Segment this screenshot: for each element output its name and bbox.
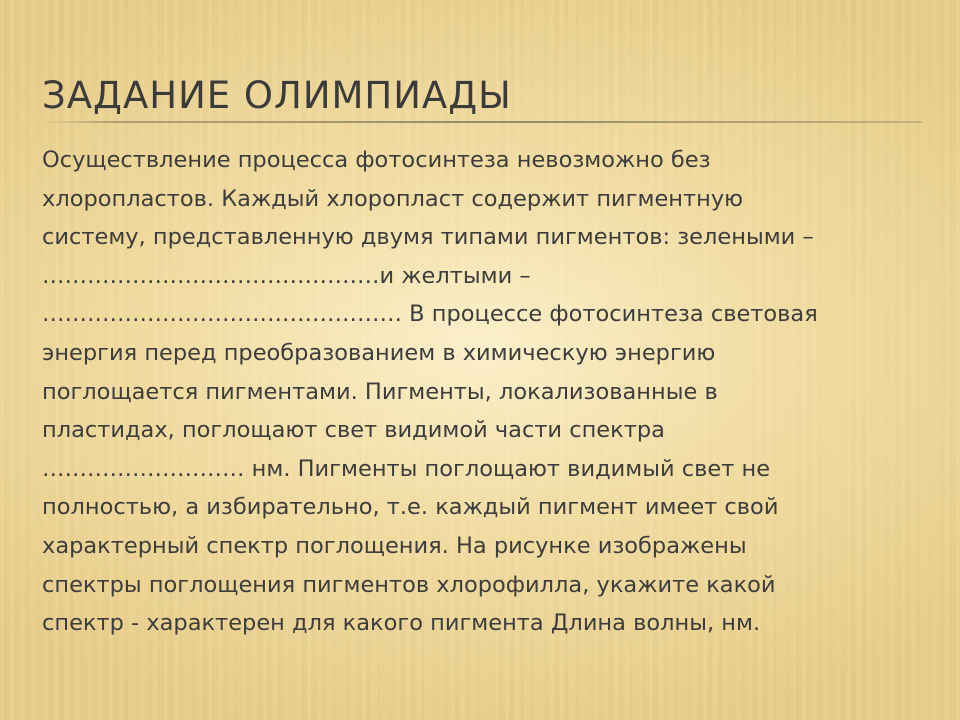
- body-line: хлоропластов. Каждый хлоропласт содержит пигментную: [42, 185, 744, 212]
- slide-title: ЗАДАНИЕ ОЛИМПИАДЫ: [42, 74, 512, 117]
- slide-body-text: [42, 141, 942, 643]
- title-row: [42, 70, 922, 122]
- body-line: характерный спектр поглощения. На рисунке изображены: [42, 532, 747, 559]
- body-line: ………………………………………и желтыми –: [42, 262, 531, 289]
- body-line: ………………………………………… В процессе фотосинтеза световая: [42, 301, 818, 328]
- body-line: спектр - характерен для какого пигмента Длина волны, нм.: [42, 610, 761, 637]
- body-line: ……………………… нм. Пигменты поглощают видимый свет не: [42, 455, 771, 482]
- body-line: спектры поглощения пигментов хлорофилла, укажите какой: [42, 571, 776, 598]
- body-line: Осуществление процесса фотосинтеза невозможно без: [42, 147, 711, 173]
- body-line: пластидах, поглощают свет видимой части спектра: [42, 417, 665, 444]
- title-underline: [42, 121, 922, 123]
- body-line: систему, представленную двумя типами пигментов: зелеными –: [42, 224, 814, 251]
- body-line: энергия перед преобразованием в химическую энергию: [42, 339, 716, 366]
- body-line: поглощается пигментами. Пигменты, локализованные в: [42, 378, 718, 405]
- body-line: полностью, а избирательно, т.е. каждый пигмент имеет свой: [42, 494, 779, 521]
